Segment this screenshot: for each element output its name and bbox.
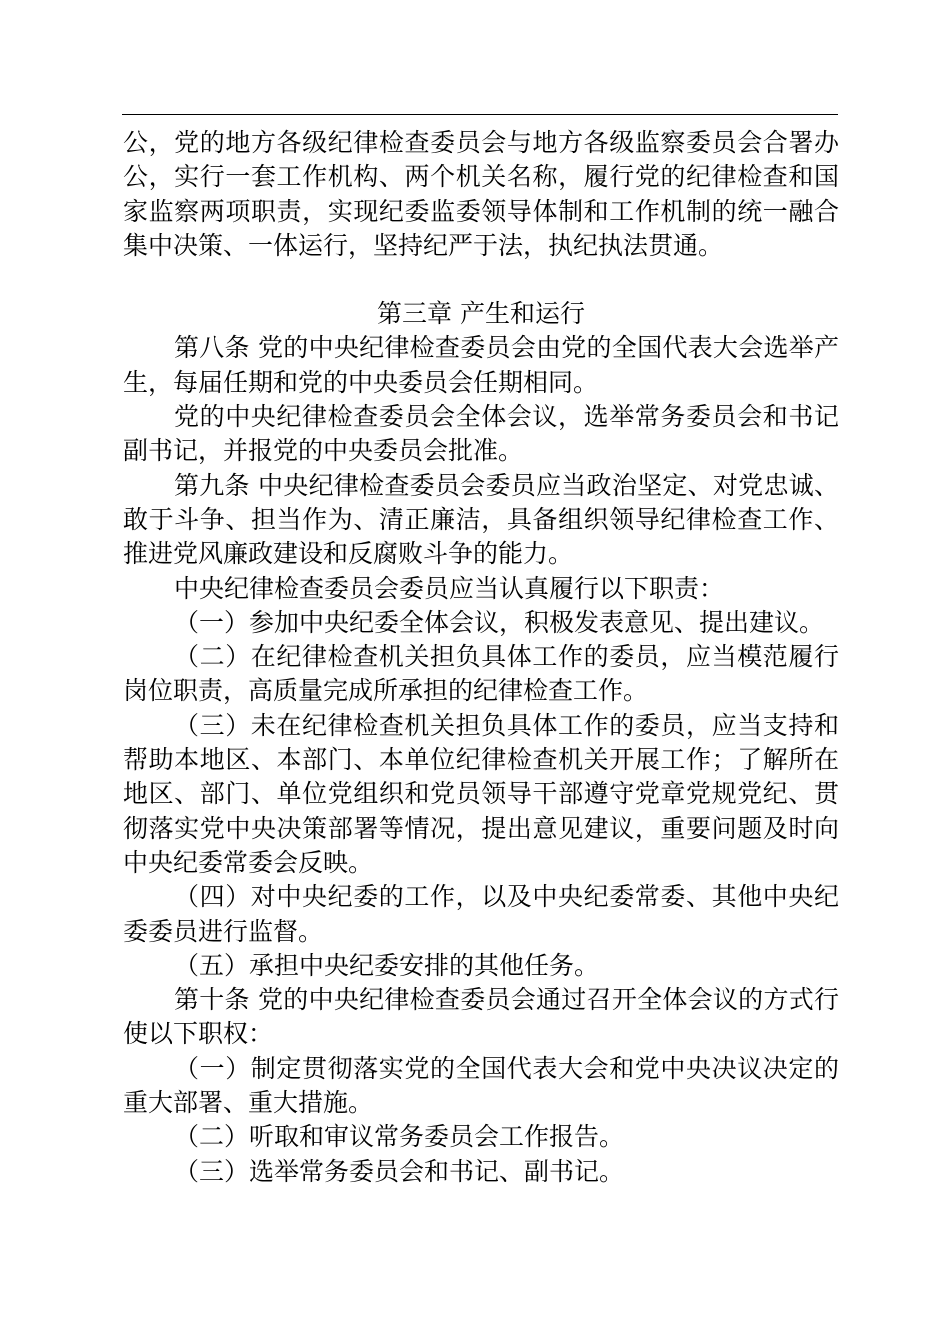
article-10-item-3: （三）选举常务委员会和书记、副书记。 (174, 1156, 625, 1186)
article-9-item-1: （一）参加中央纪委全体会议，积极发表意见、提出建议。 (174, 607, 825, 637)
continued-paragraph: 公，党的地方各级纪律检查委员会与地方各级监察委员会合署办公，实行一套工作机构、两个机关名称，履行党的纪律检查和国家监察两项职责，实现纪委监委领导体制和工作机制的统一融合集中决策、一体运行，坚持纪严于法，执纪执法贯通。 (123, 128, 839, 260)
article-9-para-2: 中央纪律检查委员会委员应当认真履行以下职责： (174, 573, 725, 603)
article-9-item-5: （五）承担中央纪委安排的其他任务。 (174, 950, 600, 980)
article-9: 第九条 中央纪律检查委员会委员应当政治坚定、对党忠诚、敢于斗争、担当作为、清正廉洁，具备组织领导纪律检查工作、推进党风廉政建设和反腐败斗争的能力。 (123, 470, 839, 569)
article-9-item-3: （三）未在纪律检查机关担负具体工作的委员，应当支持和帮助本地区、本部门、本单位纪律检查机关开展工作；了解所在地区、部门、单位党组织和党员领导干部遵守党章党规党纪、贯彻落实党中央决策部署等情况，提出意见建议，重要问题及时向中央纪委常委会反映。 (123, 710, 839, 877)
document-body (123, 126, 839, 1189)
article-10: 第十条 党的中央纪律检查委员会通过召开全体会议的方式行使以下职权： (123, 985, 839, 1049)
article-10-item-2: （二）听取和审议常务委员会工作报告。 (174, 1122, 625, 1152)
article-8: 第八条 党的中央纪律检查委员会由党的全国代表大会选举产生，每届任期和党的中央委员会任期相同。 (123, 333, 839, 397)
article-9-item-2: （二）在纪律检查机关担负具体工作的委员，应当模范履行岗位职责，高质量完成所承担的纪律检查工作。 (123, 642, 839, 706)
header-rule (122, 114, 838, 115)
article-9-item-4: （四）对中央纪委的工作，以及中央纪委常委、其他中央纪委委员进行监督。 (123, 882, 839, 946)
article-10-item-1: （一）制定贯彻落实党的全国代表大会和党中央决议决定的重大部署、重大措施。 (123, 1053, 839, 1118)
article-8-para-2: 党的中央纪律检查委员会全体会议，选举常务委员会和书记副书记，并报党的中央委员会批准。 (123, 402, 839, 466)
chapter-heading: 第三章 产生和运行 (377, 299, 585, 329)
